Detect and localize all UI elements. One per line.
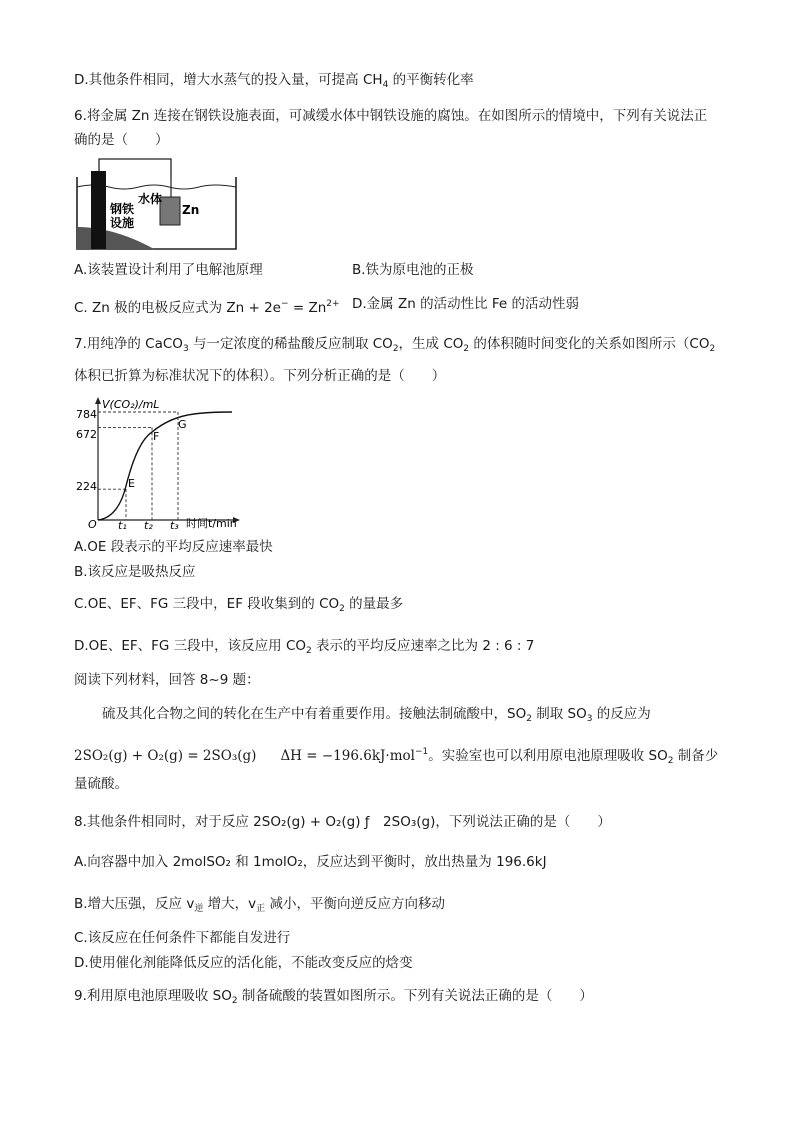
y-tick-672: 672 [76, 428, 97, 441]
y-tick-784: 784 [76, 408, 97, 421]
point-e-label: E [128, 477, 135, 490]
q8-option-a: A.向容器中加入 2molSO₂ 和 1molO₂，反应达到平衡时，放出热量为 196.6kJ [74, 854, 547, 870]
wire [99, 159, 171, 179]
reading-paragraph-line1: 硫及其化合物之间的转化在生产中有着重要作用。接触法制硫酸中，$SO_2$ 制取 $SO_3$ 的反应为 [102, 706, 651, 724]
reading-intro: 阅读下列材料，回答 8~9 题： [74, 672, 260, 688]
q8-stem: 8.其他条件相同时，对于反应 2SO₂(g) + O₂(g) ƒ 2SO₃(g)，下列说法正确的是（ ） [74, 814, 611, 830]
volume-curve [98, 412, 232, 520]
q8-option-b: B.增大压强，反应 $v_逆$ 增大，$v_正$ 减小，平衡向逆反应方向移动 [74, 896, 445, 914]
y-axis-arrow [95, 397, 101, 404]
steel-label-2: 设施 [110, 216, 135, 230]
y-axis-label: V(CO₂)/mL [102, 398, 160, 411]
x-tick-t1: t₁ [118, 519, 127, 532]
q6-option-d: D.金属 Zn 的活动性比 Fe 的活动性弱 [352, 296, 579, 312]
q6-stem-line2: 确的是（ ） [74, 132, 169, 148]
steel-label-1: 钢铁 [110, 202, 135, 216]
q6-option-c: C. Zn 极的电极反应式为 $Zn + 2e^- = Zn^{2+}$ [74, 299, 340, 316]
reading-paragraph-line3: 量硫酸。 [74, 776, 128, 792]
q6-stem-line1: 6.将金属 Zn 连接在钢铁设施表面，可减缓水体中钢铁设施的腐蚀。在如图所示的情境中，下列有关说法正 [74, 108, 708, 124]
x-tick-t3: t₃ [170, 519, 179, 532]
q8-option-c: C.该反应在任何条件下都能自发进行 [74, 930, 291, 946]
point-g-label: G [178, 418, 187, 431]
q9-stem: 9.利用原电池原理吸收 $SO_2$ 制备硫酸的装置如图所示。下列有关说法正确的是（ ） [74, 988, 593, 1006]
reaction-equation: 2SO₂(g) + O₂(g) = 2SO₃(g) [74, 748, 257, 764]
point-f-label: F [153, 430, 160, 443]
q7-option-b: B.该反应是吸热反应 [74, 564, 196, 580]
q8-option-d: D.使用催化剂能降低反应的活化能，不能改变反应的焓变 [74, 955, 413, 971]
x-axis-label: 时间t/min [186, 517, 237, 530]
q7-stem-line1: 7.用纯净的 CaCO$_3$ 与一定浓度的稀盐酸反应制取 $CO_2$，生成 $CO_2$ 的体积随时间变化的关系如图所示（$CO_2$ [74, 336, 716, 354]
q7-option-d: D.OE、EF、FG 三段中，该反应用 $CO_2$ 表示的平均反应速率之比为 2 : 6 : 7 [74, 638, 535, 656]
water-label: 水体 [138, 192, 163, 206]
q7-option-a: A.OE 段表示的平均反应速率最快 [74, 539, 273, 555]
seabed [77, 227, 154, 249]
x-tick-t2: t₂ [144, 519, 153, 532]
q7-option-c: C.OE、EF、FG 三段中，EF 段收集到的 $CO_2$ 的量最多 [74, 596, 404, 614]
zn-label: Zn [182, 203, 200, 217]
q7-chart [74, 392, 254, 532]
q6-option-b: B.铁为原电池的正极 [352, 262, 474, 278]
guide-lines [98, 412, 178, 520]
steel-facility [91, 171, 106, 249]
zn-block [160, 197, 180, 225]
q5-option-d: D.其他条件相同，增大水蒸气的投入量，可提高 $CH_4$ 的平衡转化率 [74, 72, 474, 90]
q6-figure [74, 157, 240, 253]
q7-stem-line2: 体积已折算为标准状况下的体积）。下列分析正确的是（ ） [74, 368, 446, 384]
reading-paragraph-line2: 2SO₂(g) + O₂(g) = 2SO₃(g) ΔH = −196.6kJ·mol$^{-1}$。实验室也可以利用原电池原理吸收 $SO_2$ 制备少 [74, 747, 719, 766]
x-tick-origin: O [88, 518, 97, 531]
y-tick-224: 224 [76, 480, 97, 493]
q6-option-a: A.该装置设计利用了电解池原理 [74, 262, 263, 278]
